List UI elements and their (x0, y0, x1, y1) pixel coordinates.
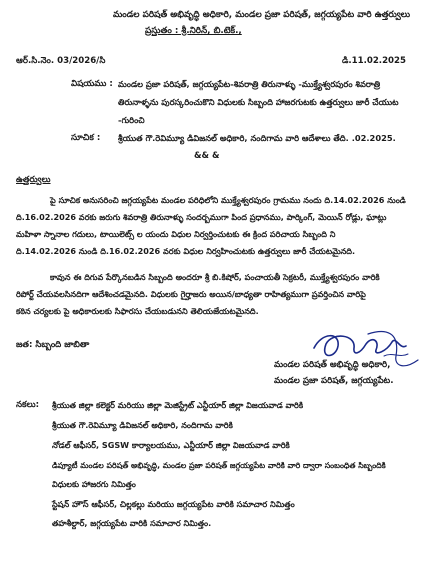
para1-line-1: పై సూచిక అనుసరించి జగ్గయ్యపేట మండల పరిధిలోని ముక్త్యేశ్వరపురం గ్రామము నందు ది.14.02.2026 నుండి (50, 195, 406, 205)
para1-line-2: ది.16.02.2026 వరకు జరుగు శివరాత్రి తిరునాళ్ళు సందర్బముగా పింద ప్రధానము, పార్కింగ్, మెయిన్ రోడ్లు, ఘాట్లు (16, 212, 387, 222)
reference-label: సూచిక : (71, 133, 101, 143)
copy-recipient: తహశీల్దార్, జగ్గయ్యపేట వారికి సమాచార నిమిత్తం. (52, 518, 212, 528)
orders-title: ఉత్తర్వులు (16, 175, 51, 185)
subject-line-1: మండల ప్రజా పరిషత్, జగ్గయ్యపేట-శివరాత్రి తిరునాళ్ళు -ముక్త్యేశ్వరపురం శివరాత్రి (118, 79, 381, 89)
reference-number: ఆర్.సి.నెం. 03/2026/సి (16, 56, 106, 66)
copy-recipient: శ్రీయుత జిల్లా కలెక్టర్ మరియు జిల్లా మెజిస్ట్రేట్ ఎన్టీయార్ జిల్లా విజయవాడ వారికి (52, 400, 304, 410)
para2-line-2: రిపోర్ట్ చేయవలసినదిగా ఆదేశించడమైనది. విధులకు గైర్హాజరు అయిన/బాధ్యతా రాహిత్యముగా ప్రవర్తించిన వారిపై (16, 289, 366, 299)
signatory-office: మండల ప్రజా పరిషత్, జగ్గయ్యపేట. (274, 376, 394, 386)
enclosure: జత: సిబ్బంది జాబితా (16, 340, 90, 350)
copy-recipient: డిప్యూటీ మండల పరిషత్ అభివృద్ధి, మండల ప్రజా పరిషత్ జగ్గయ్యపేట వారికి వారి ద్వారా సంబంధిత సిబ్బందికి (52, 461, 386, 470)
para2-line-1: కావున ఈ దిగువ పేర్కొనబడిన సిబ్బంది అందరూ శ్రీ బి.కిషోర్, పంచాయతీ సెక్రటరీ, ముక్త్యేశ్వరపురం వారికి (50, 272, 380, 282)
reference-text: శ్రీయుత గౌ.రెవిమ్యూ డివిజనల్ అధికారి, నందిగామ వారి ఆదేశాలు తేది. .02.2025. (118, 133, 396, 143)
separator: && & (194, 151, 220, 161)
subject-line-3: -గురించి (118, 115, 145, 125)
para2-line-3: కఠిన చర్యలకు పై అధికారులకు సిఫారసు చేయబడునని తెలియజేయటమైనది. (16, 306, 259, 316)
subject-line-2: తిరునాళ్ళను పురస్కరించుకొని విధులకు సిబ్బంది హాజరగుటకు ఉత్తర్వులు జారీ చేయుట (118, 97, 399, 107)
para1-line-3: మహిళా స్నానాల గదులు, టాయిలెట్స్ ల యందు విధుల నిర్వర్తించుటకు ఈ క్రింద పరిచాయ సిబ్బంది ని (16, 229, 336, 239)
copy-recipient: శ్రీయుత గౌ.రెవిమ్యూ డివిజనల్ అధికారి, నందిగామ వారికి (52, 420, 233, 430)
subject-label: విషయము : (71, 79, 113, 89)
header-authority: మండల పరిషత్ అభివృద్ధి అధికారి, మండల ప్రజా పరిషత్, జగ్గయ్యపేట వారి ఉత్తర్వులు (113, 10, 411, 20)
header-incumbent: ప్రస్తుతం : శ్రీ.నిరిన్, బి.టెక్., (145, 26, 242, 36)
para1-line-4: ది.14.02.2026 నుండి ది.16.02.2026 వరకు విధుల నిర్వహించుటకు ఉత్తర్వులు జారీ చేయటమైనది. (16, 246, 356, 256)
copy-recipient: స్టేషన్ హౌస్ ఆఫీసర్, చిల్లకల్లు మరియు జగ్గయ్యపేట వారికి సమాచార నిమిత్తం (52, 499, 295, 509)
order-date: డి.11.02.2025 (342, 56, 406, 66)
copy-recipient: నోడల్ ఆఫీసర్, SGSW కార్యాలయము, ఎన్టీయార్ జిల్లా విజయవాడ వారికి (52, 440, 290, 450)
signatory-designation: మండల పరిషత్ అభివృద్ధి అధికారి, (274, 360, 391, 370)
copies-label: నకలు: (16, 400, 40, 410)
copy-recipient: విధులకు హాజరగు నిమిత్తం (52, 479, 136, 489)
